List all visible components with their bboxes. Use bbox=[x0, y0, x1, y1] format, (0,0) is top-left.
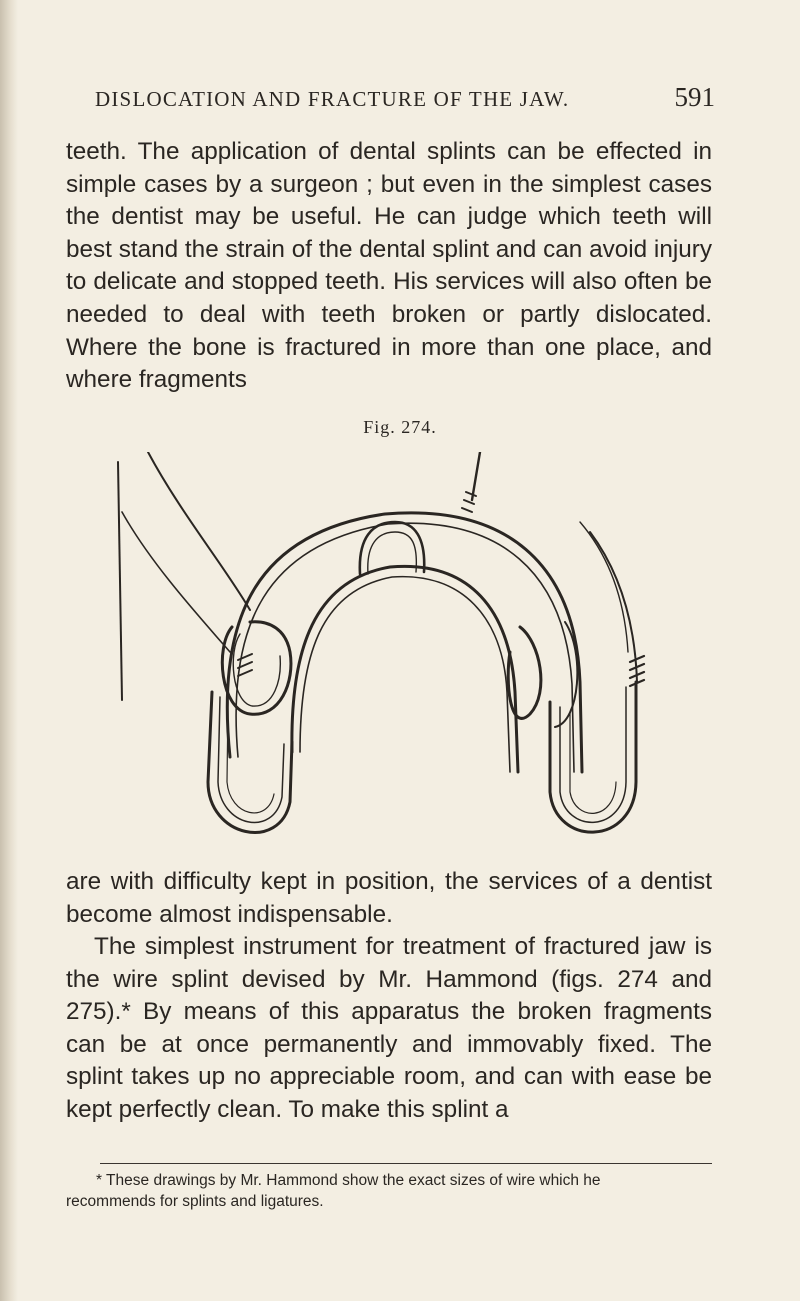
footnote bbox=[66, 1170, 712, 1212]
figure-label: Fig. 274. bbox=[363, 417, 437, 437]
right-lower-u-3 bbox=[570, 712, 616, 813]
splint-arch-outer bbox=[227, 513, 582, 772]
splint-arch-inner bbox=[292, 566, 518, 772]
wire-end-right-top bbox=[472, 452, 480, 500]
wire-end-left-3 bbox=[122, 512, 230, 652]
wire-splint-figure bbox=[110, 452, 670, 862]
right-lower-u bbox=[550, 682, 636, 832]
page-edge-shadow bbox=[0, 0, 18, 1301]
twist-tie-top bbox=[462, 492, 476, 512]
footnote-line-1: * These drawings by Mr. Hammond show the exact sizes of wire which he bbox=[96, 1172, 601, 1189]
splint-arch-inner-2 bbox=[300, 577, 510, 772]
paragraph-after-figure: are with difficulty kept in position, the services of a dentist become almost indispensable. bbox=[66, 868, 712, 928]
wire-end-left bbox=[118, 462, 122, 700]
paragraph-wire-splint: The simplest instrument for treatment of fractured jaw is the wire splint devised by Mr. Hammond (figs. 274 and 275).* By means of this apparatus the broken fragments can be at once permanently and immovably fixed. The splint takes up no appreciable room, and can with ease be kept perfectly clean. To make this splint a bbox=[66, 933, 712, 1123]
footnote-line-2: recommends for splints and ligatures. bbox=[66, 1193, 324, 1210]
wire-end-left-2 bbox=[148, 452, 250, 610]
page-number: 591 bbox=[674, 82, 715, 112]
left-molar-loop-2 bbox=[233, 634, 280, 706]
right-outer-wire-2 bbox=[580, 522, 628, 652]
page-header bbox=[95, 82, 715, 113]
right-outer-wire bbox=[590, 532, 637, 682]
left-lower-u-3 bbox=[227, 702, 274, 813]
running-head: DISLOCATION AND FRACTURE OF THE JAW. bbox=[95, 87, 570, 111]
splint-arch-outer-2 bbox=[236, 523, 574, 772]
paragraph-dental-splints: teeth. The application of dental splints can be effected in simple cases by a surgeon ; but even in the simplest cases the dentist may be useful. He can judge which teeth will best stand the strain of the dental splint and can avoid injury to delicate and stopped teeth. His services will also often be needed to deal with teeth broken or partly dislocated. Where the bone is fractured in more than one place, and where fragments bbox=[66, 138, 712, 394]
footnote-rule bbox=[100, 1163, 712, 1164]
